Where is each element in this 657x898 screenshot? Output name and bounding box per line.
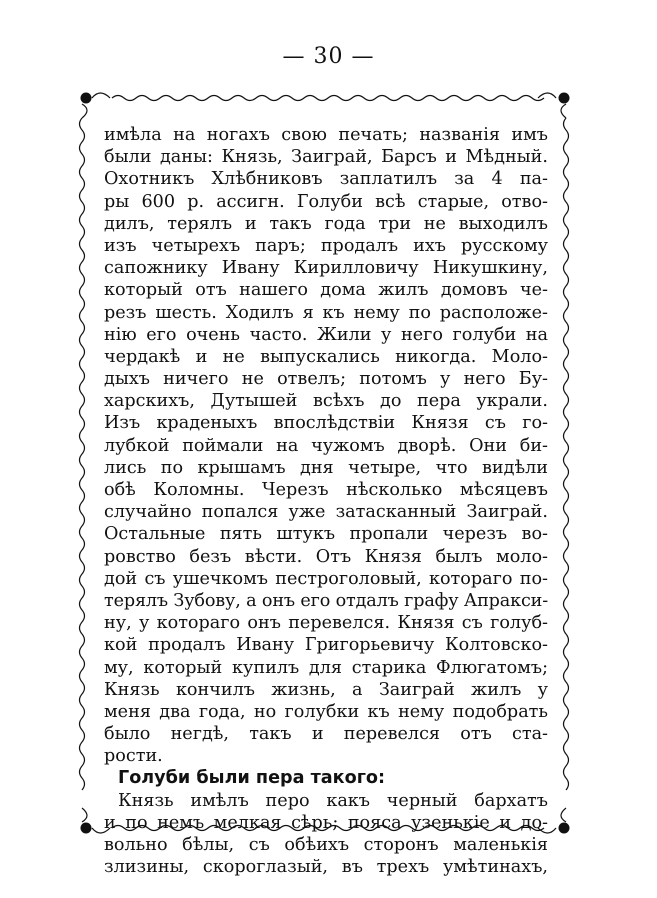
text-line: Изъ краденыхъ впослѣдствіи Князя съ го- <box>104 413 548 434</box>
left-border-line <box>80 118 85 790</box>
text-line: терялъ Зубову, а онъ его отдалъ графу Апракси- <box>104 590 549 611</box>
section-heading: Голуби были пера такого: <box>118 768 386 789</box>
text-line: изъ четырехъ паръ; продалъ ихъ русскому <box>104 235 548 256</box>
text-line: му, который купилъ для старика Флюгатомъ; <box>104 657 548 678</box>
corner-ornament-bottom-left <box>81 823 92 834</box>
text-line: Князь имѣлъ перо какъ черный бархатъ <box>118 790 548 811</box>
text-line: ры 600 р. ассигн. Голуби всѣ старые, отво- <box>104 191 548 212</box>
text-line: обѣ Коломны. Черезъ нѣсколько мѣсяцевъ <box>104 480 548 500</box>
text-line: вольно бѣлы, съ обѣихъ сторонъ маленькія <box>104 835 548 855</box>
text-line: харскихъ, Дутышей всѣхъ до пера украли. <box>104 391 548 412</box>
text-line: лубкой поймали на чужомъ дворѣ. Они би- <box>104 435 548 456</box>
text-line: ну, у котораго онъ перевелся. Князя съ голуб- <box>104 613 548 634</box>
text-line: имѣла на ногахъ свою печать; названія имъ <box>104 125 548 145</box>
text-line: кой продалъ Ивану Григорьевичу Колтовско- <box>104 635 548 656</box>
text-line: дилъ, терялъ и такъ года три не выходилъ <box>104 213 548 234</box>
text-line: было негдѣ, такъ и перевелся отъ ста- <box>104 724 548 745</box>
text-line: ровство безъ вѣсти. Отъ Князя былъ моло- <box>104 546 548 567</box>
text-line: чердакѣ и не выпускались никогда. Моло- <box>104 346 548 367</box>
text-line: дыхъ ничего не отвелъ; потомъ у него Бу- <box>104 369 548 390</box>
right-border-line <box>564 118 569 790</box>
text-line: нію его очень часто. Жили у него голуби на <box>104 324 548 345</box>
main-text <box>104 124 548 878</box>
page-number: — 30 — <box>282 44 375 69</box>
top-border-line <box>112 96 544 101</box>
text-line: дой съ ушечкомъ пестроголовый, котораго по- <box>104 568 548 589</box>
text-line: и по немъ мелкая сѣрь; пояса узенькіе и до- <box>104 812 548 833</box>
text-line: лись по крышамъ дня четыре, что видѣли <box>104 457 548 478</box>
text-line: рости. <box>104 746 163 767</box>
corner-ornament-top-left <box>81 93 92 104</box>
text-line: сапожнику Ивану Кирилловичу Никушкину, <box>104 258 548 279</box>
text-line: меня два года, но голубки къ нему подобрать <box>104 701 548 722</box>
text-line: были даны: Князь, Заиграй, Барсъ и Мѣдный. <box>104 147 548 168</box>
text-line: Остальные пять штукъ пропали черезъ во- <box>104 524 548 545</box>
corner-ornament-top-right <box>559 93 570 104</box>
text-line: Князь кончилъ жизнь, а Заиграй жилъ у <box>104 679 548 700</box>
text-line: Охотникъ Хлѣбниковъ заплатилъ за 4 па- <box>104 169 548 190</box>
corner-ornament-bottom-right <box>559 823 570 834</box>
text-line: который отъ нашего дома жилъ домовъ че- <box>104 280 548 301</box>
text-line: случайно попался уже затасканный Заиграй. <box>104 502 548 523</box>
text-line: злизины, скороглазый, въ трехъ умѣтинахъ, <box>104 857 548 878</box>
text-line: резъ шесть. Ходилъ я къ нему по расположе- <box>104 302 548 323</box>
